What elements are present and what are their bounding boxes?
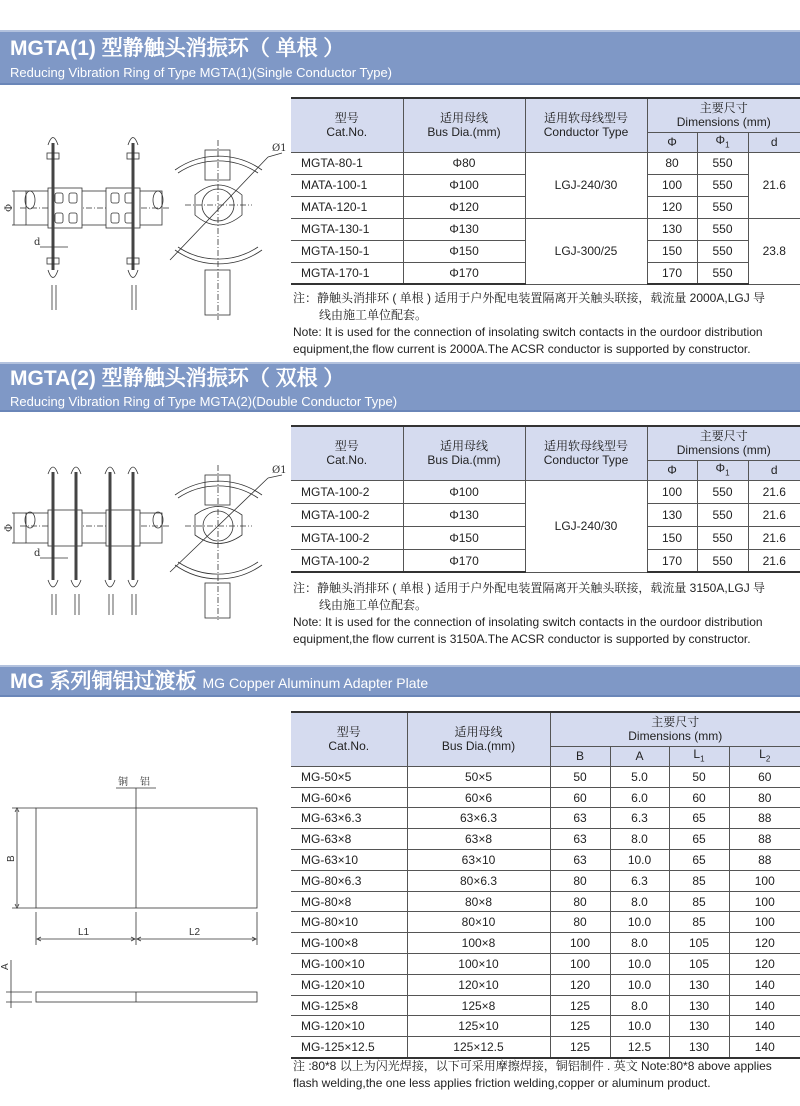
- mgta2-spec-table: [291, 425, 800, 573]
- cell-a: 10.0: [610, 954, 669, 975]
- mgta1-spec-table: [291, 97, 800, 285]
- cell-b: 80: [550, 870, 610, 891]
- mg-spec-table: [291, 711, 800, 1059]
- cell-b: 100: [550, 933, 610, 954]
- table-row: [291, 787, 800, 808]
- cell-bus: 125×8: [407, 995, 550, 1016]
- header-bus-dia: 适用母线 Bus Dia.(mm): [407, 712, 550, 766]
- mgta2-note: 注：静触头消排环 ( 单根 ) 适用于户外配电装置隔离开关触头联接，载流量 3150A,LGJ 导 线由施工单位配套。 Note: It is used for the connection of insolating switch contacts in the ourdoor distribution equipment,the flow current is 3150A.The ACSR conductor is supported by constructor.: [293, 581, 766, 646]
- cell-cat: MG-125×12.5: [291, 1037, 407, 1058]
- cell-l1: 130: [669, 1037, 729, 1058]
- cell-cat: MG-120×10: [291, 1016, 407, 1037]
- table-row: [291, 870, 800, 891]
- section-header-mgta2: [0, 362, 800, 412]
- cell-l1: 130: [669, 995, 729, 1016]
- cell-bus: 80×6.3: [407, 870, 550, 891]
- d-group: 23.8: [748, 218, 800, 284]
- mg-plate-drawing: [0, 760, 290, 1010]
- table-row: MATA-120-1 Φ120 120 550: [291, 196, 800, 218]
- table-row: [291, 974, 800, 995]
- cell-l2: 100: [729, 891, 800, 912]
- drawing-label-phi1: Ø1: [272, 465, 287, 476]
- header-d: d: [748, 460, 800, 480]
- cell-b: 63: [550, 808, 610, 829]
- table-row: MGTA-100-2 Φ100 LGJ-240/30 100 550 21.6: [291, 480, 800, 503]
- table-row: [291, 891, 800, 912]
- table-row: MGTA-100-2 Φ170 170 550 21.6: [291, 549, 800, 572]
- header-dimensions: 主要尺寸 Dimensions (mm): [550, 712, 800, 746]
- cell-bus: 63×6.3: [407, 808, 550, 829]
- cell-l2: 120: [729, 954, 800, 975]
- drawing-label-l2: L2: [189, 927, 201, 938]
- cell-l1: 130: [669, 974, 729, 995]
- cell-cat: MG-100×10: [291, 954, 407, 975]
- header-cat-no: 型号 Cat.No.: [291, 426, 403, 480]
- cell-bus: 120×10: [407, 974, 550, 995]
- cell-l2: 140: [729, 1037, 800, 1058]
- cell-bus: 63×10: [407, 850, 550, 871]
- cell-l2: 80: [729, 787, 800, 808]
- drawing-label-a: A: [0, 963, 11, 970]
- cell-l1: 65: [669, 850, 729, 871]
- conductor-group: LGJ-240/30: [525, 480, 647, 572]
- cell-b: 63: [550, 829, 610, 850]
- header-a: A: [610, 746, 669, 766]
- cell-a: 6.3: [610, 870, 669, 891]
- cell-l1: 85: [669, 912, 729, 933]
- table-row: MGTA-80-1 Φ80 LGJ-240/30 80 550 21.6: [291, 152, 800, 174]
- table-row: [291, 808, 800, 829]
- cell-l2: 88: [729, 850, 800, 871]
- cell-l1: 105: [669, 933, 729, 954]
- cell-l1: 65: [669, 829, 729, 850]
- header-bus-dia: 适用母线 Bus Dia.(mm): [403, 426, 525, 480]
- header-dimensions: 主要尺寸 Dimensions (mm): [647, 98, 800, 132]
- cell-cat: MG-80×8: [291, 891, 407, 912]
- cell-l2: 88: [729, 829, 800, 850]
- cell-b: 60: [550, 787, 610, 808]
- cell-b: 120: [550, 974, 610, 995]
- cell-a: 12.5: [610, 1037, 669, 1058]
- section-title-cn: MGTA(2) 型静触头消振环（ 双根 ）: [10, 367, 345, 390]
- cell-cat: MG-63×6.3: [291, 808, 407, 829]
- table-row: [291, 1037, 800, 1058]
- cell-bus: 100×10: [407, 954, 550, 975]
- cell-cat: MG-60×6: [291, 787, 407, 808]
- mg-note: 注 :80*8 以上为闪光焊接，以下可采用摩擦焊接，铜铝制件 . 英文 Note:80*8 above applies flash welding,the one less applies friction welding,copper or aluminum product.: [293, 1059, 772, 1090]
- cell-cat: MG-100×8: [291, 933, 407, 954]
- table-row: [291, 912, 800, 933]
- header-dimensions: 主要尺寸 Dimensions (mm): [647, 426, 800, 460]
- drawing-label-d: d: [34, 548, 41, 559]
- cell-a: 8.0: [610, 829, 669, 850]
- cell-b: 125: [550, 995, 610, 1016]
- cell-cat: MG-125×8: [291, 995, 407, 1016]
- table-row: MGTA-150-1 Φ150 150 550: [291, 240, 800, 262]
- cell-bus: 63×8: [407, 829, 550, 850]
- cell-l2: 140: [729, 1016, 800, 1037]
- cell-b: 125: [550, 1037, 610, 1058]
- drawing-label-phi: Φ: [4, 203, 15, 212]
- table-row: [291, 995, 800, 1016]
- cell-l1: 85: [669, 891, 729, 912]
- cell-cat: MG-63×8: [291, 829, 407, 850]
- cell-l2: 140: [729, 974, 800, 995]
- table-row: MGTA-130-1 Φ130 LGJ-300/25 130 550 23.8: [291, 218, 800, 240]
- header-bus-dia: 适用母线 Bus Dia.(mm): [403, 98, 525, 152]
- cell-l1: 130: [669, 1016, 729, 1037]
- header-conductor-type: 适用软母线型号 Conductor Type: [525, 98, 647, 152]
- cell-bus: 100×8: [407, 933, 550, 954]
- table-row: [291, 829, 800, 850]
- d-group: 21.6: [748, 152, 800, 218]
- cell-l2: 88: [729, 808, 800, 829]
- header-b: B: [550, 746, 610, 766]
- header-l2: $L_2$: [729, 746, 800, 766]
- cell-bus: 125×10: [407, 1016, 550, 1037]
- header-conductor-type: 适用软母线型号 Conductor Type: [525, 426, 647, 480]
- cell-cat: MG-80×10: [291, 912, 407, 933]
- cell-a: 8.0: [610, 891, 669, 912]
- cell-b: 125: [550, 1016, 610, 1037]
- cell-l2: 100: [729, 912, 800, 933]
- mgta2-drawing: [0, 420, 290, 650]
- cell-a: 10.0: [610, 850, 669, 871]
- cell-l1: 60: [669, 787, 729, 808]
- header-phi1: $\Phi_1$: [697, 132, 748, 152]
- drawing-label-phi1: Ø1: [272, 143, 287, 154]
- cell-bus: 80×10: [407, 912, 550, 933]
- cell-l1: 85: [669, 870, 729, 891]
- table-row: MGTA-100-2 Φ150 150 550 21.6: [291, 526, 800, 549]
- cell-bus: 60×6: [407, 787, 550, 808]
- mgta1-drawing: [0, 95, 290, 345]
- section-header-mgta1: [0, 30, 800, 85]
- cell-bus: 125×12.5: [407, 1037, 550, 1058]
- cell-b: 80: [550, 912, 610, 933]
- cell-cat: MG-63×10: [291, 850, 407, 871]
- table-row: MATA-100-1 Φ100 100 550: [291, 174, 800, 196]
- header-phi: Φ: [647, 460, 697, 480]
- drawing-label-aluminum: 铝: [140, 777, 150, 788]
- cell-b: 50: [550, 766, 610, 787]
- header-d: d: [748, 132, 800, 152]
- cell-a: 6.0: [610, 787, 669, 808]
- header-cat-no: 型号 Cat.No.: [291, 712, 407, 766]
- cell-b: 100: [550, 954, 610, 975]
- drawing-label-phi: Φ: [4, 523, 15, 532]
- cell-l2: 60: [729, 766, 800, 787]
- section-title-cn: MGTA(1) 型静触头消振环（ 单根 ）: [10, 37, 345, 60]
- cell-l1: 50: [669, 766, 729, 787]
- cell-a: 10.0: [610, 912, 669, 933]
- cell-cat: MG-50×5: [291, 766, 407, 787]
- cell-l2: 120: [729, 933, 800, 954]
- conductor-group: LGJ-300/25: [525, 218, 647, 284]
- cell-l1: 105: [669, 954, 729, 975]
- section-title-en: Reducing Vibration Ring of Type MGTA(1)(Single Conductor Type): [10, 65, 393, 80]
- drawing-label-d: d: [34, 237, 41, 248]
- cell-a: 10.0: [610, 1016, 669, 1037]
- table-row: [291, 954, 800, 975]
- cell-cat: MG-120×10: [291, 974, 407, 995]
- cell-a: 8.0: [610, 933, 669, 954]
- table-row: MGTA-100-2 Φ130 130 550 21.6: [291, 503, 800, 526]
- table-row: [291, 766, 800, 787]
- table-row: MGTA-170-1 Φ170 170 550: [291, 262, 800, 284]
- table-row: [291, 933, 800, 954]
- cell-b: 63: [550, 850, 610, 871]
- cell-bus: 80×8: [407, 891, 550, 912]
- conductor-group: LGJ-240/30: [525, 152, 647, 218]
- mgta1-note: 注：静触头消排环 ( 单根 ) 适用于户外配电装置隔离开关触头联接，载流量 2000A,LGJ 导 线由施工单位配套。 Note: It is used for the connection of insolating switch contacts in the ourdoor distribution equipment,the flow current is 2000A.The ACSR conductor is supported by constructor.: [293, 291, 766, 356]
- table-row: [291, 1016, 800, 1037]
- drawing-label-b: B: [6, 855, 17, 862]
- header-phi1: $\Phi_1$: [697, 460, 748, 480]
- cell-l2: 100: [729, 870, 800, 891]
- header-phi: Φ: [647, 132, 697, 152]
- cell-cat: MG-80×6.3: [291, 870, 407, 891]
- table-row: [291, 850, 800, 871]
- cell-a: 8.0: [610, 995, 669, 1016]
- cell-a: 5.0: [610, 766, 669, 787]
- header-l1: $L_1$: [669, 746, 729, 766]
- header-cat-no: 型号 Cat.No.: [291, 98, 403, 152]
- cell-l1: 65: [669, 808, 729, 829]
- section-title-en: Reducing Vibration Ring of Type MGTA(2)(Double Conductor Type): [10, 394, 398, 409]
- cell-a: 10.0: [610, 974, 669, 995]
- cell-a: 6.3: [610, 808, 669, 829]
- cell-l2: 140: [729, 995, 800, 1016]
- section-title: MG 系列铜铝过渡板 MG Copper Aluminum Adapter Plate: [10, 670, 429, 693]
- drawing-label-l1: L1: [78, 927, 90, 938]
- drawing-label-copper: 铜: [118, 777, 128, 788]
- section-header-mg: [0, 665, 800, 697]
- cell-bus: 50×5: [407, 766, 550, 787]
- cell-b: 80: [550, 891, 610, 912]
